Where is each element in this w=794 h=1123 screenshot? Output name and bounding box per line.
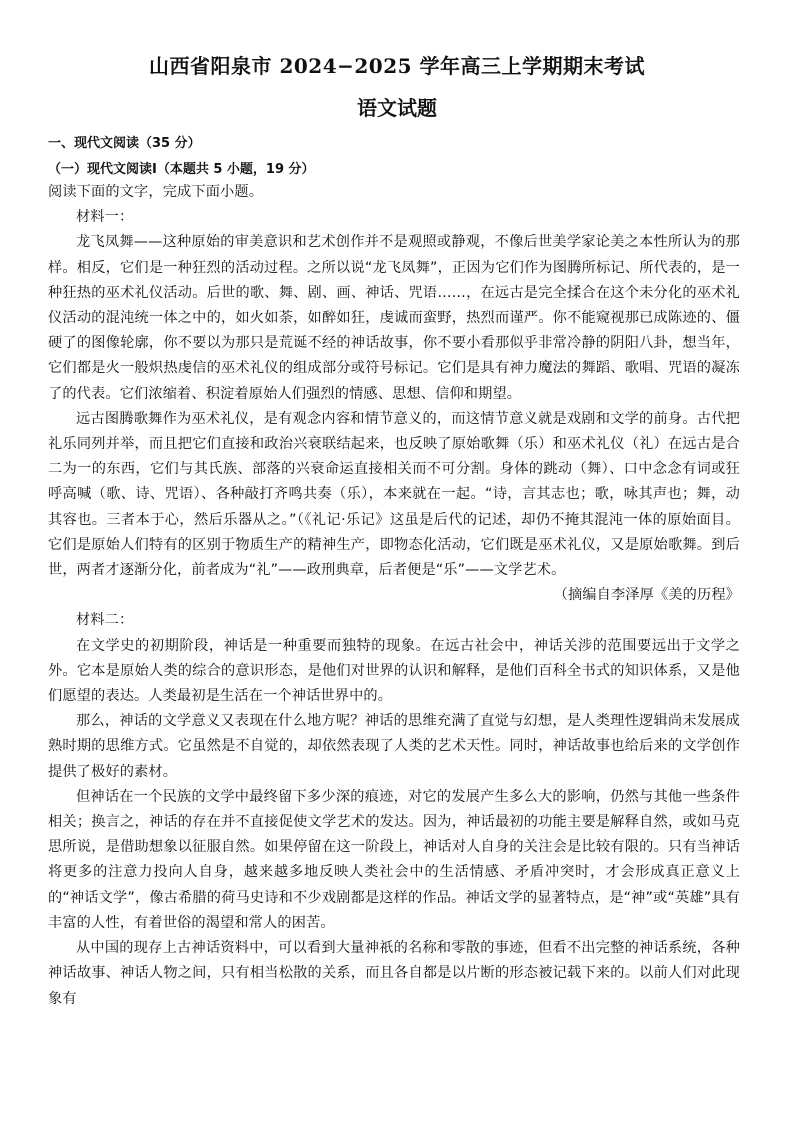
material2-paragraph-1: 在文学史的初期阶段，神话是一种重要而独特的现象。在远古社会中，神话关涉的范围要远出于文学之外。它本是原始人类的综合的意识形态，是他们对世界的认识和解释，是他们百科全书式的知识体系，又是他们愿望的表达。人类最初是生活在一个神话世界中的。 xyxy=(48,637,740,705)
material1-source: （摘编自李泽厚《美的历程》 xyxy=(553,587,740,604)
reading-body xyxy=(48,180,740,1012)
material1-label: 材料一： xyxy=(76,209,134,226)
section-subheading: （一）现代文阅读Ⅰ（本题共 5 小题，19 分） xyxy=(48,162,315,177)
material1-paragraph-1: 龙飞凤舞——这种原始的审美意识和艺术创作并不是观照或静观，不像后世美学家论美之本性所认为的那样。相反，它们是一种狂烈的活动过程。之所以说“龙飞凤舞”，正因为它们作为图腾所标记、所代表的，是一种狂热的巫术礼仪活动。后世的歌、舞、剧、画、神话、咒语……，在远古是完全揉合在这个未分化的巫术礼仪活动的混沌统一体之中的，如火如荼，如醉如狂，虔诚而蛮野，热烈而谨严。你不能窥视那已成陈迹的、僵硬了的图像轮廓，你不要以为那只是荒诞不经的神话故事，你不要小看那似乎非常冷静的阴阳八卦，想当年，它们都是火一般炽热虔信的巫术礼仪的组成部分或符号标记。它们是具有神力魔法的舞蹈、歌唱、咒语的凝冻了的代表。它们浓缩着、积淀着原始人们强烈的情感、思想、信仰和期望。 xyxy=(48,234,740,402)
instruction-text: 阅读下面的文字，完成下面小题。 xyxy=(48,184,264,200)
material1-paragraph-2: 远古图腾歌舞作为巫术礼仪，是有观念内容和情节意义的，而这情节意义就是戏剧和文学的前身。古代把礼乐同列并举，而且把它们直接和政治兴衰联结起来，也反映了原始歌舞（乐）和巫术礼仪（礼）在远古是合二为一的东西，它们与其氏族、部落的兴衰命运直接相关而不可分割。身体的跳动（舞）、口中念念有词或狂呼高喊（歌、诗、咒语）、各种敲打齐鸣共奏（乐），本来就在一起。“诗，言其志也；歌，咏其声也；舞，动其容也。三者本于心，然后乐器从之。”（《礼记·乐记》这虽是后代的记述，却仍不掩其混沌一体的原始面目。它们是原始人们特有的区别于物质生产的精神生产，即物态化活动，它们既是巫术礼仪，又是原始歌舞。到后世，两者才逐渐分化，前者成为“礼”——政刑典章，后者便是“乐”——文学艺术。 xyxy=(48,410,740,579)
material2-paragraph-4: 从中国的现存上古神话资料中，可以看到大量神祇的名称和零散的事迹，但看不出完整的神话系统，各种神话故事、神话人物之间，只有相当松散的关系，而且各自都是以片断的形态被记载下来的。以前人们对此现象有 xyxy=(48,940,740,1007)
exam-title: 山西省阳泉市 2024−2025 学年高三上学期期末考试 xyxy=(148,54,645,78)
material2-paragraph-2: 那么，神话的文学意义又表现在什么地方呢？神话的思维充满了直觉与幻想，是人类理性逻辑尚未发展成熟时期的思维方式。它虽然是不自觉的，却依然表现了人类的艺术天性。同时，神话故事也给后来的文学创作提供了极好的素材。 xyxy=(48,713,740,780)
material2-paragraph-3: 但神话在一个民族的文学中最终留下多少深的痕迹，对它的发展产生多么大的影响，仍然与其他一些条件相关；换言之，神话的存在并不直接促使文学艺术的发达。因为，神话最初的功能主要是解释自然，或如马克思所说，是借助想象以征服自然。如果停留在这一阶段上，神话对人自身的关注会是比较有限的。只有当神话将更多的注意力投向人自身，越来越多地反映人类社会中的生活情感、矛盾冲突时，才会形成真正意义上的“神话文学”，像古希腊的荷马史诗和不少戏剧都是这样的作品。神话文学的显著特点，是“神”或“英雄”具有丰富的人性，有着世俗的渴望和常人的困苦。 xyxy=(48,788,740,931)
material2-label: 材料二： xyxy=(76,612,134,629)
section-heading: 一、现代文阅读（35 分） xyxy=(48,136,201,151)
exam-subtitle: 语文试题 xyxy=(357,96,437,120)
